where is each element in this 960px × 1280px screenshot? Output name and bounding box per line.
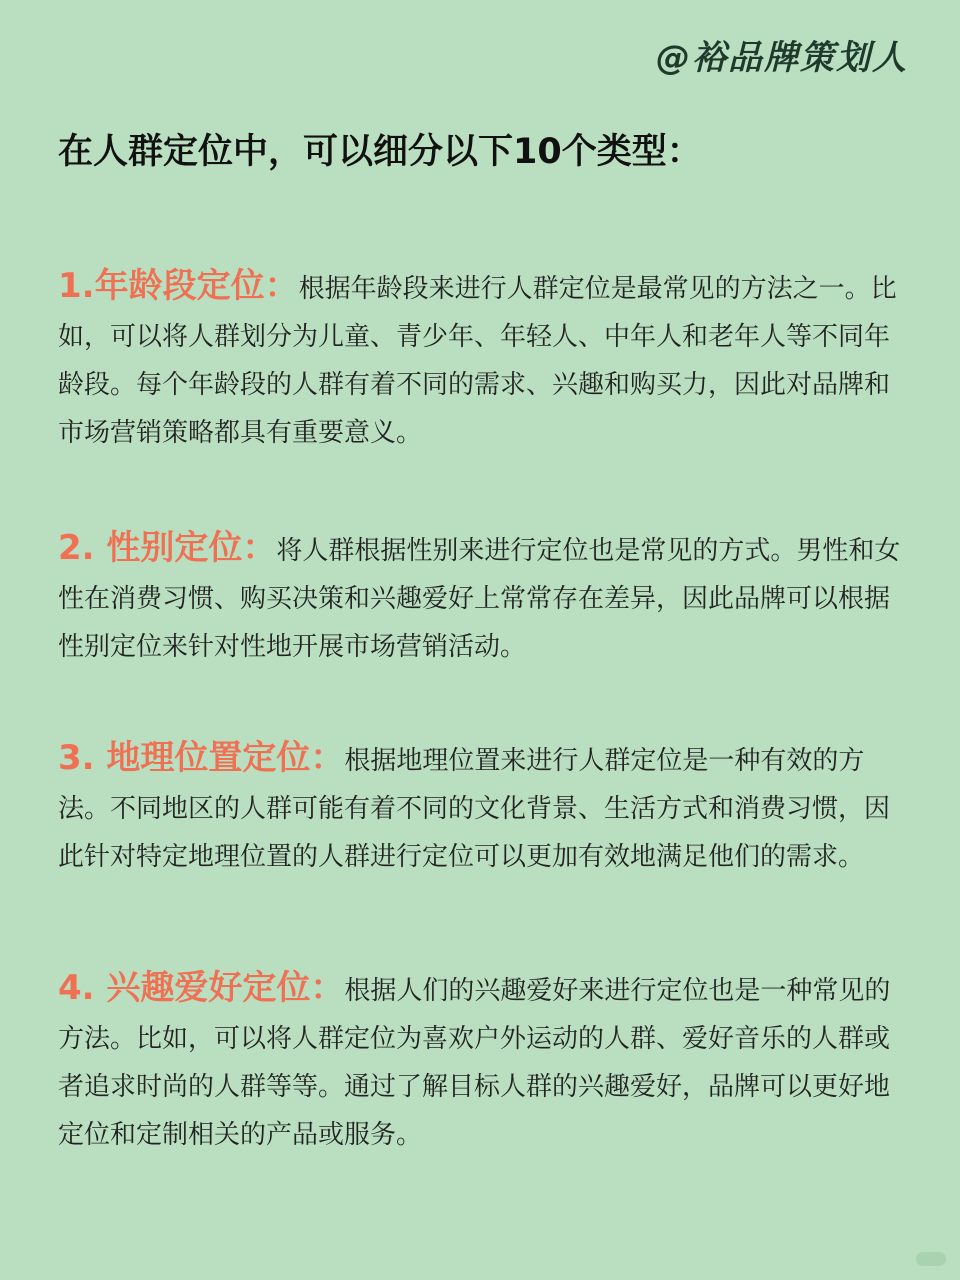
section-location: [58, 734, 908, 881]
section-age: [58, 262, 908, 457]
section-body: 根据地理位置来进行人群定位是一种有效的方法。不同地区的人群可能有着不同的文化背景、生活方式和消费习惯，因此针对特定地理位置的人群进行定位可以更加有效地满足他们的需求。: [58, 746, 891, 872]
section-body: 将人群根据性别来进行定位也是常见的方式。男性和女性在消费习惯、购买决策和兴趣爱好上常常存在差异，因此品牌可以根据性别定位来针对性地开展市场营销活动。: [58, 536, 901, 662]
section-body: 根据人们的兴趣爱好来进行定位也是一种常见的方法。比如，可以将人群定位为喜欢户外运动的人群、爱好音乐的人群或者追求时尚的人群等等。通过了解目标人群的兴趣爱好，品牌可以更好地定位和定制相关的产品或服务。: [58, 976, 891, 1150]
author-handle: @裕品牌策划人: [656, 38, 908, 78]
corner-watermark: [916, 1252, 946, 1266]
section-title: 4. 兴趣爱好定位：: [58, 968, 345, 1008]
section-title: 2. 性别定位：: [58, 528, 277, 568]
page-title: 在人群定位中，可以细分以下10个类型：: [58, 132, 702, 172]
section-interest: [58, 964, 908, 1159]
section-body: 根据年龄段来进行人群定位是最常见的方法之一。比如，可以将人群划分为儿童、青少年、年轻人、中年人和老年人等不同年龄段。每个年龄段的人群有着不同的需求、兴趣和购买力，因此对品牌和市场营销策略都具有重要意义。: [58, 274, 897, 448]
section-gender: [58, 524, 908, 671]
section-title: 3. 地理位置定位：: [58, 738, 345, 778]
section-title: 1.年龄段定位：: [58, 266, 299, 306]
